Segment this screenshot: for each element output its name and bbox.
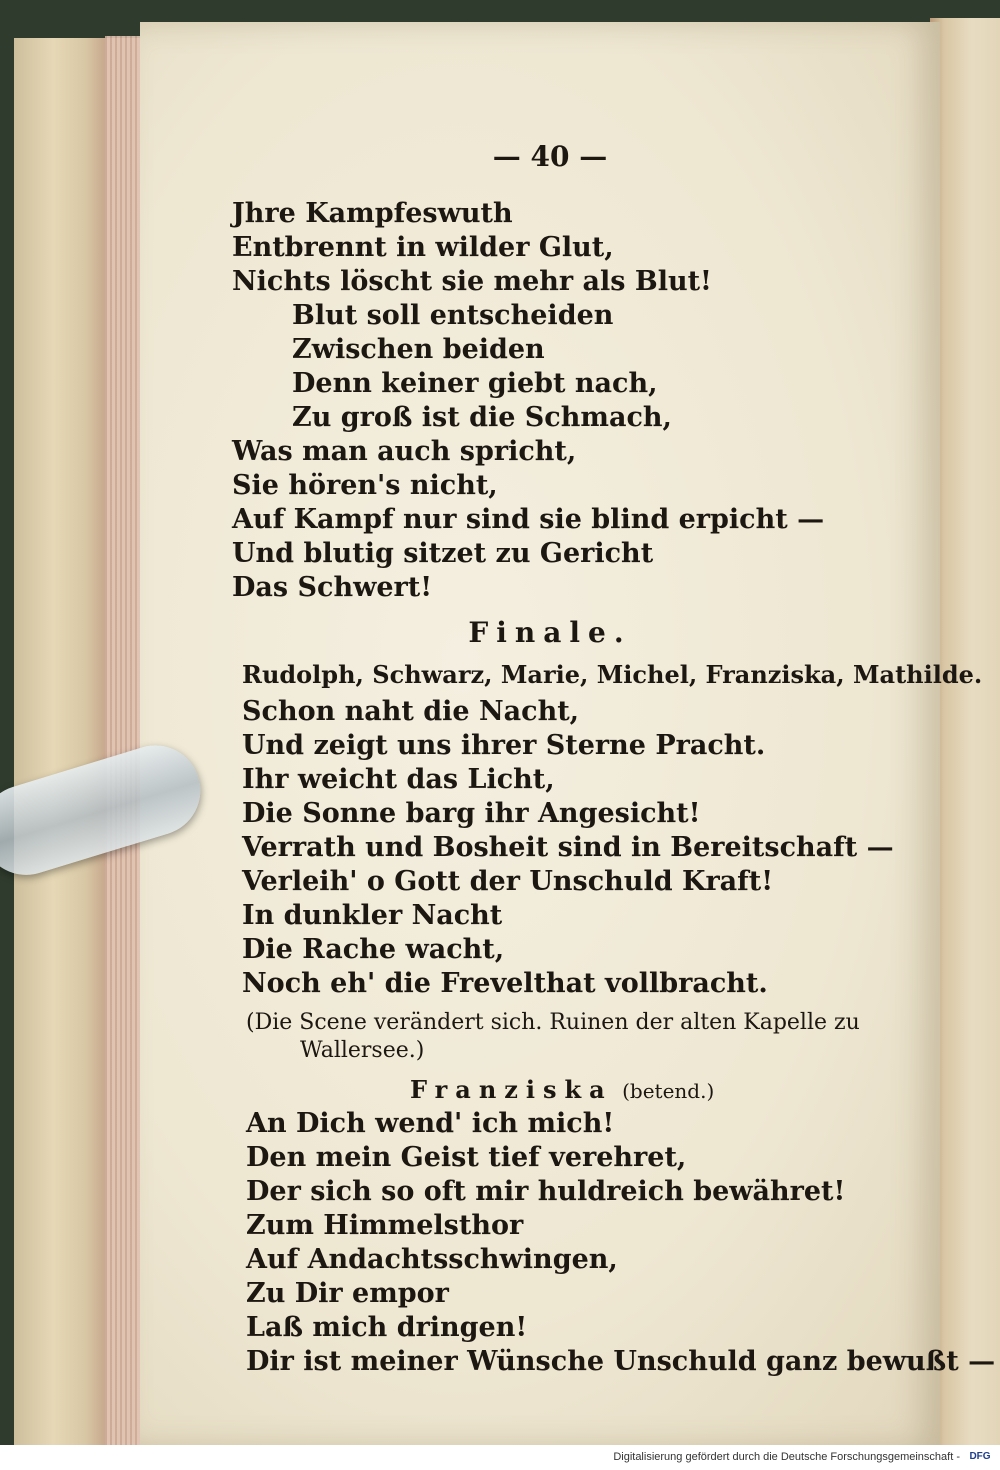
verse-line: Was man auch spricht,	[232, 436, 577, 467]
page-number: — 40 —	[492, 140, 608, 173]
verse-line: Den mein Geist tief verehret,	[246, 1142, 687, 1173]
stage-direction: Wallersee.)	[300, 1038, 425, 1063]
speaker-name: Franziska	[410, 1075, 613, 1104]
verse-line: An Dich wend' ich mich!	[246, 1108, 615, 1139]
verse-line: Auf Kampf nur sind sie blind erpicht —	[232, 504, 825, 535]
verse-line: Die Sonne barg ihr Angesicht!	[242, 798, 701, 829]
verse-line: Verleih' o Gott der Unschuld Kraft!	[242, 866, 774, 897]
character-list: Rudolph, Schwarz, Marie, Michel, Franziska, Mathilde.	[242, 660, 983, 689]
verse-line: Zu Dir empor	[246, 1278, 449, 1309]
verse-line: Zum Himmelsthor	[246, 1210, 524, 1241]
verse-line: In dunkler Nacht	[242, 900, 503, 931]
verse-line: Verrath und Bosheit sind in Bereitschaft —	[242, 832, 894, 863]
verse-line: Zwischen beiden	[292, 334, 545, 365]
footer-bar	[0, 1445, 1000, 1470]
stage-direction: (Die Scene verändert sich. Ruinen der alten Kapelle zu	[246, 1010, 860, 1035]
funding-notice: Digitalisierung gefördert durch die Deutsche Forschungsgemeinschaft -	[613, 1451, 960, 1463]
section-heading: Finale.	[468, 616, 632, 649]
verse-line: Und blutig sitzet zu Gericht	[232, 538, 654, 569]
verse-line: Jhre Kampfeswuth	[232, 198, 513, 229]
verse-line: Zu groß ist die Schmach,	[292, 402, 672, 433]
speaker-heading	[410, 1074, 714, 1105]
dfg-logo: DFG	[969, 1451, 991, 1462]
verse-line: Noch eh' die Frevelthat vollbracht.	[242, 968, 768, 999]
verse-line: Ihr weicht das Licht,	[242, 764, 555, 795]
verse-line: Der sich so oft mir huldreich bewähret!	[246, 1176, 846, 1207]
verse-line: Sie hören's nicht,	[232, 470, 498, 501]
verse-line: Das Schwert!	[232, 572, 433, 603]
verse-line: Denn keiner giebt nach,	[292, 368, 658, 399]
verse-line: Die Rache wacht,	[242, 934, 505, 965]
verse-line: Auf Andachtsschwingen,	[246, 1244, 618, 1275]
verse-line: Nichts löscht sie mehr als Blut!	[232, 266, 712, 297]
verse-line: Laß mich dringen!	[246, 1312, 528, 1343]
verse-line: Blut soll entscheiden	[292, 300, 614, 331]
speaker-direction: (betend.)	[622, 1079, 715, 1103]
verse-line: Entbrennt in wilder Glut,	[232, 232, 614, 263]
verse-line: Dir ist meiner Wünsche Unschuld ganz bewußt —	[246, 1346, 996, 1377]
verse-line: Schon naht die Nacht,	[242, 696, 580, 727]
verse-line: Und zeigt uns ihrer Sterne Pracht.	[242, 730, 766, 761]
